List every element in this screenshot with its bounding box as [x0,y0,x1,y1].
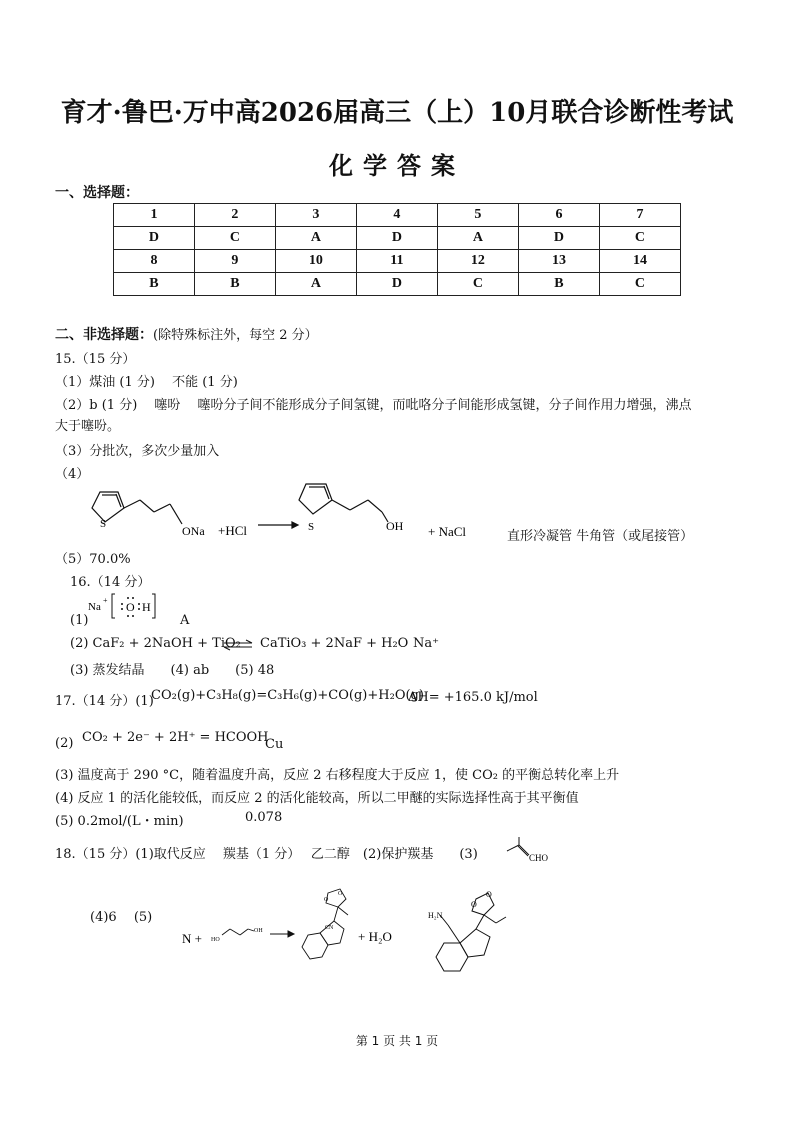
table-cell: D [356,227,437,250]
h-symbol: H [142,600,151,614]
product-group: OH [386,519,404,533]
page-subtitle: 化学答案 [329,151,465,180]
q15-part4: （4） [55,467,90,482]
table-cell: A [275,273,356,296]
q17-part5a: (5) 0.2mol/(L・min) [55,814,184,829]
s-label-1: S [100,518,107,530]
q16-part2-ion: Na⁺ [413,636,439,651]
table-cell: 4 [356,204,437,227]
q15-part2a: （2）b (1 分) 噻吩 噻吩分子间不能形成分子间氢键，而吡咯分子间能形成氢键，分子间作用力增强，沸点 [55,398,692,413]
cn-label: CN [325,925,334,931]
table-cell: D [356,273,437,296]
q18-structure-3 [505,835,565,865]
q17-part2-eq: CO₂ + 2e⁻ + 2H⁺ = HCOOH [82,730,269,745]
table-cell: B [194,273,275,296]
table-cell: C [599,227,680,250]
q17-part4: (4) 反应 1 的活化能较低，而反应 2 的活化能较高，所以二甲醚的实际选择性高于其平衡值 [55,791,579,806]
q17-part5b: 0.078 [245,810,283,825]
byproduct-nacl: + NaCl [428,524,467,539]
table-cell: 10 [275,250,356,273]
o-label-2: O [338,891,343,897]
answer-table [113,203,681,296]
q17-part2-metal: Cu [265,737,284,752]
table-row [114,250,681,273]
reactant-group: ONa [182,524,205,538]
page-title: 育才·鲁巴·万中高2026届高三（上）10月联合诊断性考试 [60,98,734,128]
table-cell: C [437,273,518,296]
q17-dh: ΔH= +165.0 kJ/mol [408,690,538,705]
table-cell: D [518,227,599,250]
section2-heading: 二、非选择题： [55,327,153,343]
reagent-hcl: +HCl [218,523,248,538]
table-cell: B [518,273,599,296]
cho-label: CHO [529,853,549,863]
q15-part3: （3）分批次，多次少量加入 [55,444,220,459]
table-cell: A [275,227,356,250]
table-cell: 3 [275,204,356,227]
table-cell: B [114,273,195,296]
table-row [114,273,681,296]
q17-part2-label: (2) [55,736,74,751]
table-cell: 12 [437,250,518,273]
q15-part2b: 大于噻吩。 [55,419,121,434]
q16-part1-label: (1) [70,613,89,628]
ho-label: HO [211,937,220,943]
q18-arrow [270,931,294,937]
oh-label: OH [254,928,263,934]
thiophene-ring-2 [299,484,388,522]
q15-part1: （1）煤油 (1 分) 不能 (1 分) [55,375,238,390]
o-symbol: O [126,600,135,614]
table-row [114,204,681,227]
table-cell: 6 [518,204,599,227]
table-cell: D [114,227,195,250]
table-cell: 13 [518,250,599,273]
q16-part1-answer: A [180,613,190,628]
q16-part2-left: (2) CaF₂ + 2NaOH + TiO₂ [70,636,241,651]
q16-part2-right: CaTiO₃ + 2NaF + H₂O [260,636,409,651]
o-label-1: O [324,897,329,903]
table-cell: A [437,227,518,250]
na-symbol: Na [88,601,101,613]
q18-line: 18.（15 分）(1)取代反应 羰基（1 分） 乙二醇 (2)保护羰基 (3) [55,847,478,862]
n-plus: N + [182,931,202,946]
section2-header [55,324,318,344]
section1-heading: 一、选择题： [55,185,139,201]
table-row [114,227,681,250]
q18-reaction-scheme [178,885,558,985]
table-cell: 14 [599,250,680,273]
q16-header: 16.（14 分） [70,575,151,590]
table-cell: 2 [194,204,275,227]
q15-apparatus: 直形冷凝管 牛角管（或尾接管） [507,529,694,544]
na-charge-plus: + [103,596,108,605]
q16-part3-5: (3) 蒸发结晶 (4) ab (5) 48 [70,663,275,678]
table-cell: 7 [599,204,680,227]
q15-part5: （5）70.0% [55,552,131,567]
q17-eq1: CO₂(g)+C₃H₈(g)=C₃H₆(g)+CO(g)+H₂O(g) [151,688,424,703]
q15-header: 15.（15 分） [55,352,136,367]
reaction-arrow [258,522,298,528]
q17-part3: (3) 温度高于 290 °C，随着温度升高，反应 2 右移程度大于反应 1，使 CO₂ 的平衡总转化率上升 [55,768,620,783]
table-cell: 11 [356,250,437,273]
table-cell: 8 [114,250,195,273]
table-cell: 9 [194,250,275,273]
page-footer: 第 1 页 共 1 页 [355,1034,439,1048]
plus-water: + H₂O [358,929,392,944]
q18-part4-5: (4)6 (5) [90,910,153,925]
ethylene-glycol [222,929,254,935]
h2n-label: H₂N [428,911,443,920]
o-label-4: O [486,890,492,899]
table-cell: C [194,227,275,250]
table-cell: 1 [114,204,195,227]
table-cell: 5 [437,204,518,227]
o-label-3: O [471,900,477,909]
section2-note: (除特殊标注外，每空 2 分） [153,328,318,343]
q17-header: 17.（14 分）(1) [55,694,154,709]
table-cell: C [599,273,680,296]
s-label-2: S [308,521,315,533]
equilibrium-arrow [222,638,254,652]
